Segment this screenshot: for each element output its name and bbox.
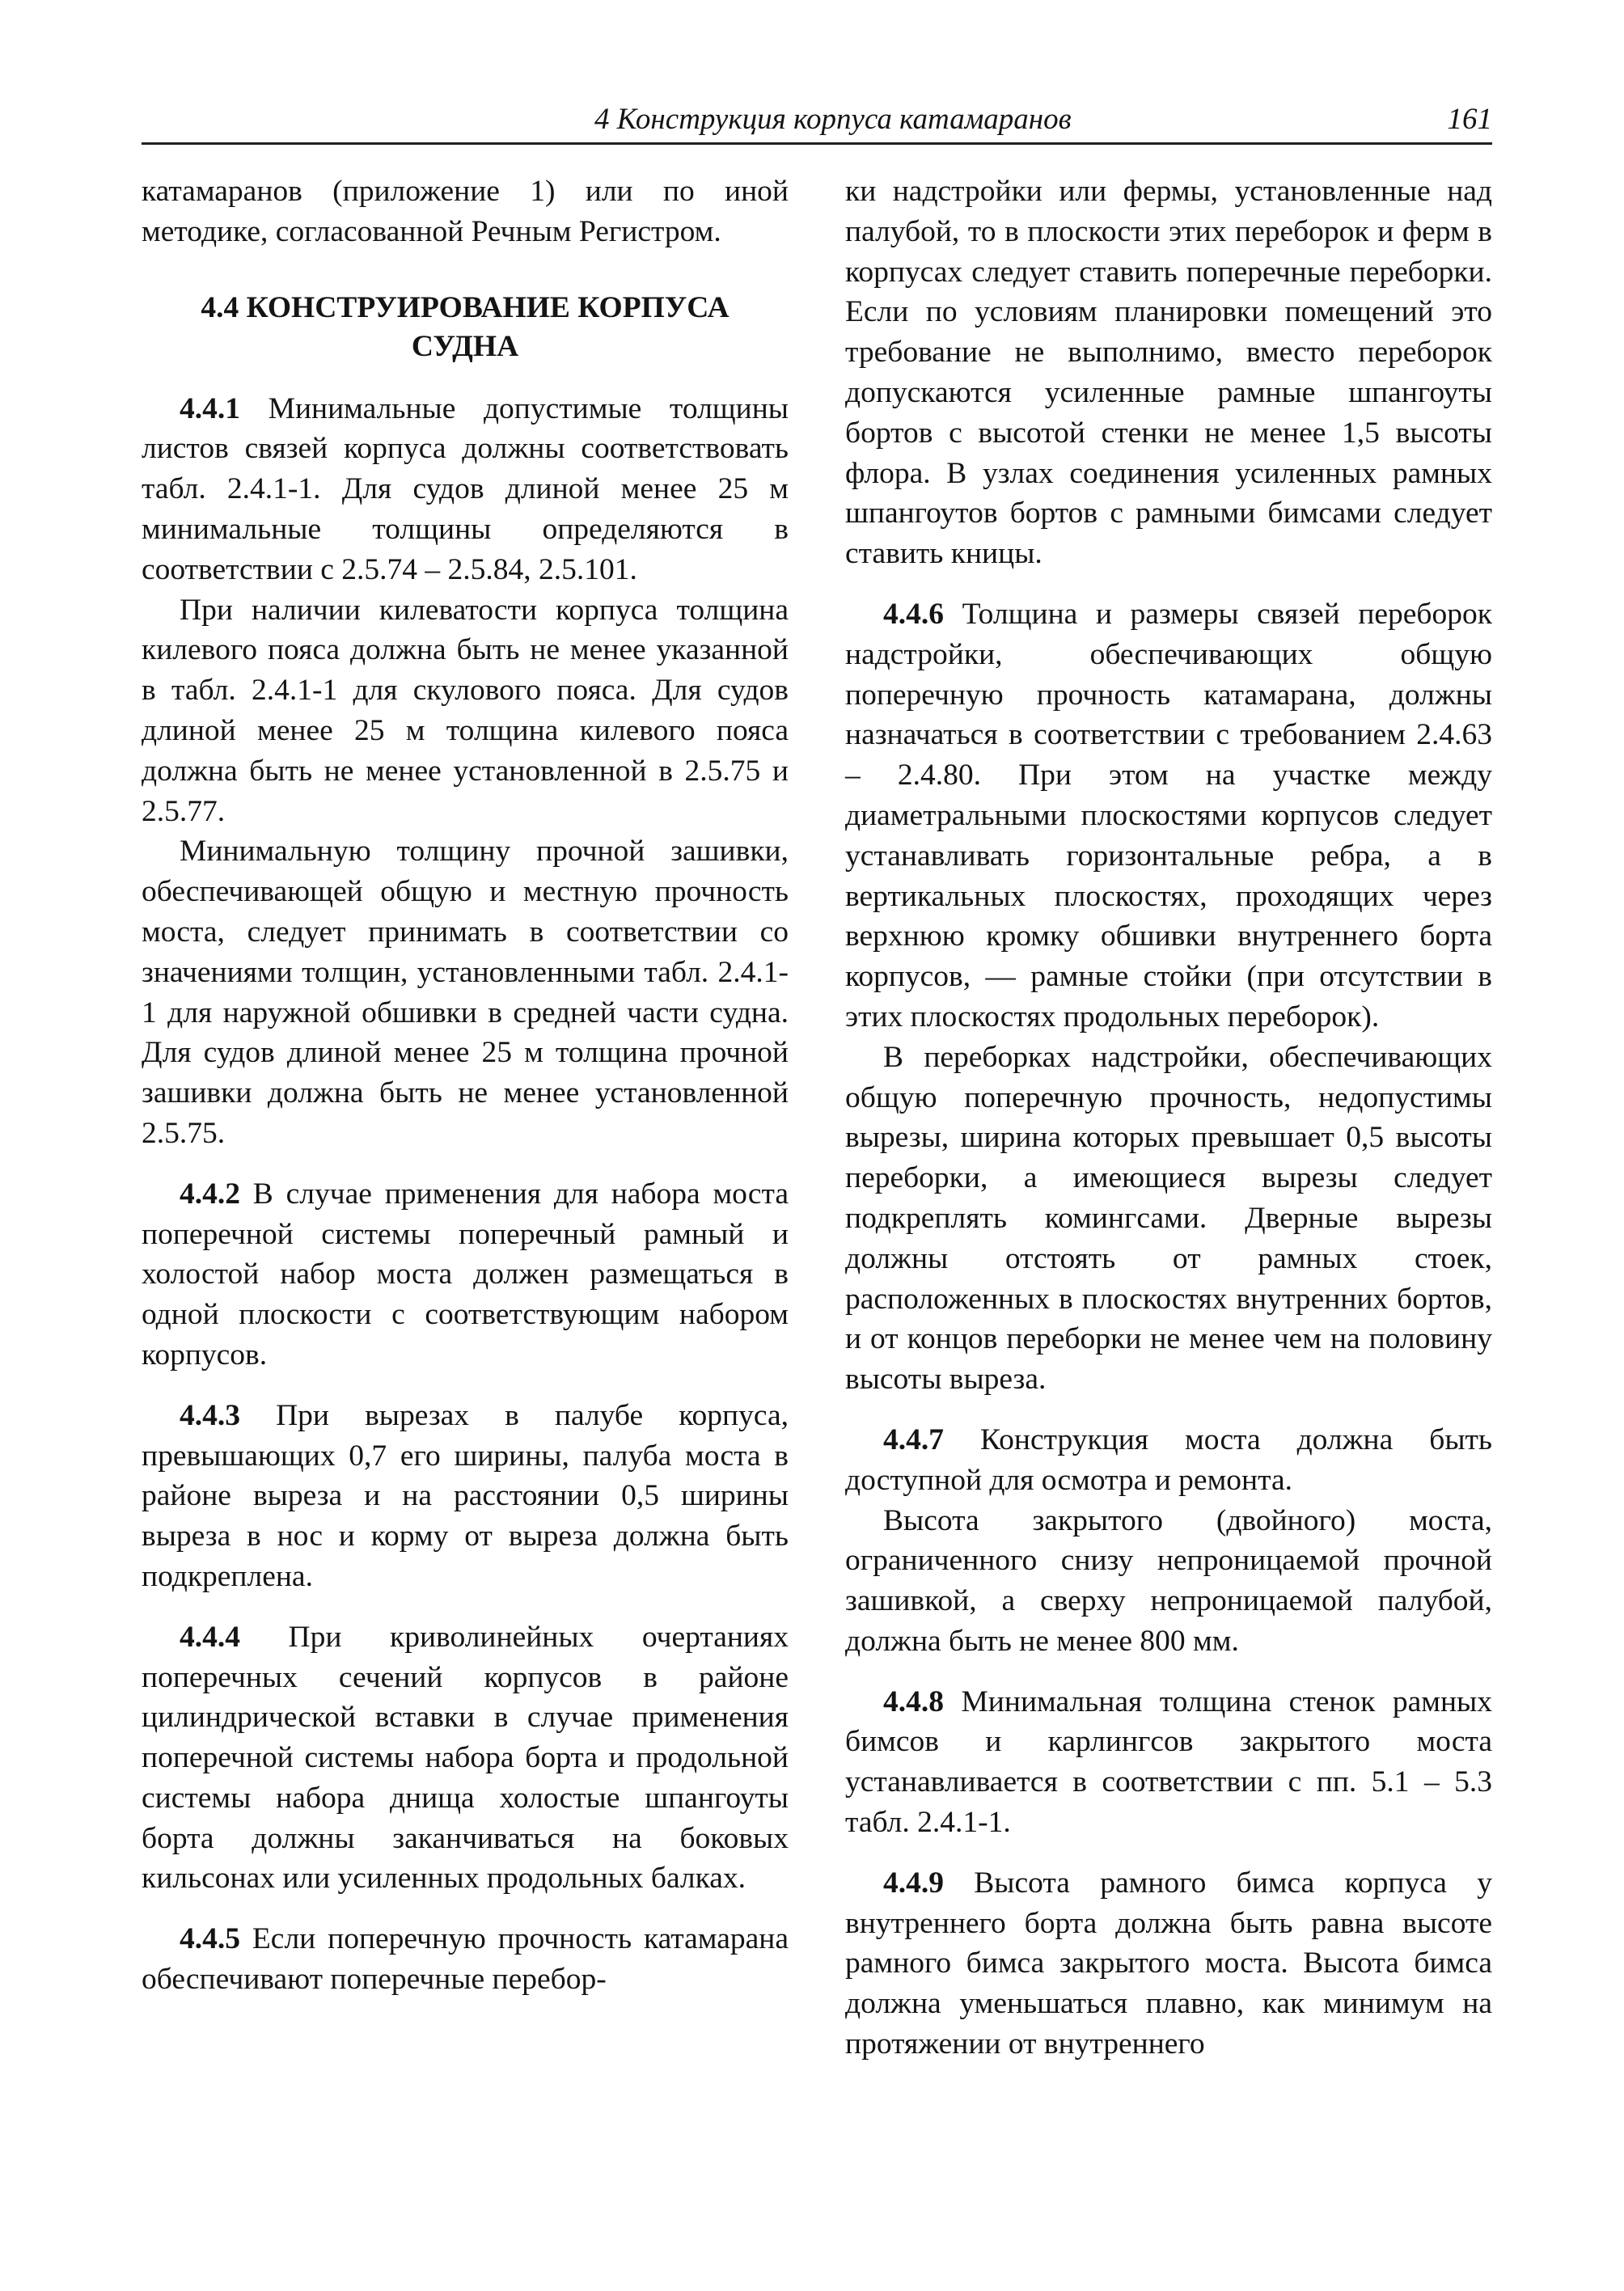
paragraph-continuation: катамаранов (приложение 1) или по иной методике, согласованной Речным Регистром. <box>142 175 789 248</box>
clause-4-4-7: 4.4.7 Конструкция моста должна быть доступной для осмотра и ремонта. <box>845 1422 1492 1497</box>
clause-4-4-6: 4.4.6 Толщина и размеры связей переборок надстройки, обеспечивающих общую поперечную прочность катамарана, должны назначаться в соответствии с требованием 2.4.63 – 2.4.80. При этом на участке между диаметральными плоскостями корпусов следует устанавливать горизонтальные ребра, а в вертикальных плоскостях, проходящих через верхнюю кромку обшивки внутреннего борта корпусов, — рамные стойки (при отсутствии в этих плоскостях продольных переборок). <box>845 597 1492 1033</box>
clause-4-4-2: 4.4.2 В случае применения для набора моста поперечной системы поперечный рамный и холостой набор моста должен размещаться в одной плоскости с соответствующим набором корпусов. <box>142 1177 789 1372</box>
clause-4-4-9: 4.4.9 Высота рамного бимса корпуса у внутреннего борта должна быть равна высоте рамного бимса закрытого моста. Высота бимса должна уменьшаться плавно, как минимум на протяжении от внутреннего <box>845 1866 1492 2061</box>
paragraph-continuation: ки надстройки или фермы, установленные над палубой, то в плоскости этих переборок и ферм в корпусах следует ставить поперечные переборки. Если по условиям планировки помещений это требование не выполнимо, вместо переборок допускаются усиленные рамные шпангоуты бортов с высотой стенки не менее 1,5 высоты флора. В узлах соединения усиленных рамных шпангоутов бортов с рамными бимсами следует ставить кницы. <box>845 175 1492 571</box>
clause-number: 4.4.1 <box>180 391 240 425</box>
clause-4-4-5: 4.4.5 Если поперечную прочность катамарана обеспечивают поперечные перебор- <box>142 1922 789 1997</box>
clause-number: 4.4.5 <box>180 1922 240 1956</box>
clause-4-4-3: 4.4.3 При вырезах в палубе корпуса, превышающих 0,7 его ширины, палуба моста в районе выреза и на расстоянии 0,5 ширины выреза в нос и корму от выреза должна быть подкреплена. <box>142 1398 789 1593</box>
clause-number: 4.4.4 <box>180 1620 240 1654</box>
clause-number: 4.4.7 <box>883 1422 944 1456</box>
paragraph: Высота закрытого (двойного) моста, ограниченного снизу непроницаемой прочной зашивкой, а сверху непроницаемой палубой, должна быть не менее 800 мм. <box>845 1503 1492 1658</box>
clause-number: 4.4.2 <box>180 1177 240 1211</box>
section-heading: 4.4 КОНСТРУИРОВАНИЕ КОРПУСА СУДНА <box>201 290 730 363</box>
paragraph: В переборках надстройки, обеспечивающих общую поперечную прочность, недопустимы вырезы, ширина которых превышает 0,5 высоты переборки, а имеющиеся вырезы следует подкреплять комингсами. Дверные вырезы должны отстоять от рамных стоек, расположенных в плоскостях внутренних бортов, и от концов переборки не менее чем на половину высоты выреза. <box>845 1040 1492 1397</box>
clause-number: 4.4.8 <box>883 1684 944 1718</box>
paragraph: Минимальную толщину прочной зашивки, обеспечивающей общую и местную прочность моста, следует принимать в соответствии со значениями толщин, установленными табл. 2.4.1-1 для наружной обшивки в средней части судна. Для судов длиной менее 25 м толщина прочной зашивки должна быть не менее установленной 2.5.75. <box>142 835 789 1150</box>
page-number: 161 <box>1447 103 1492 136</box>
left-column <box>142 171 789 2000</box>
running-header <box>142 102 1492 145</box>
clause-number: 4.4.3 <box>180 1398 240 1432</box>
clause-4-4-4: 4.4.4 При криволинейных очертаниях поперечных сечений корпусов в районе цилиндрической вставки в случае применения поперечной системы набора борта и продольной системы набора днища холостые шпангоуты борта должны заканчиваться на боковых кильсонах или усиленных продольных балках. <box>142 1620 789 1896</box>
running-title: 4 Конструкция корпуса катамаранов <box>594 103 1072 136</box>
clause-4-4-8: 4.4.8 Минимальная толщина стенок рамных бимсов и карлингсов закрытого моста устанавливается в соответствии с пп. 5.1 – 5.3 табл. 2.4.1-1. <box>845 1684 1492 1840</box>
right-column <box>845 171 1492 2065</box>
paragraph: При наличии килеватости корпуса толщина килевого пояса должна быть не менее указанной в табл. 2.4.1-1 для скулового пояса. Для судов длиной менее 25 м толщина килевого пояса должна быть не менее установленной в 2.5.75 и 2.5.77. <box>142 593 789 828</box>
clause-number: 4.4.9 <box>883 1866 944 1900</box>
clause-number: 4.4.6 <box>883 597 944 631</box>
clause-4-4-1: 4.4.1 Минимальные допустимые толщины листов связей корпуса должны соответствовать табл. 2.4.1-1. Для судов длиной менее 25 м минимальные толщины определяются в соответствии с 2.5.74 – 2.5.84, 2.5.101. <box>142 391 789 586</box>
